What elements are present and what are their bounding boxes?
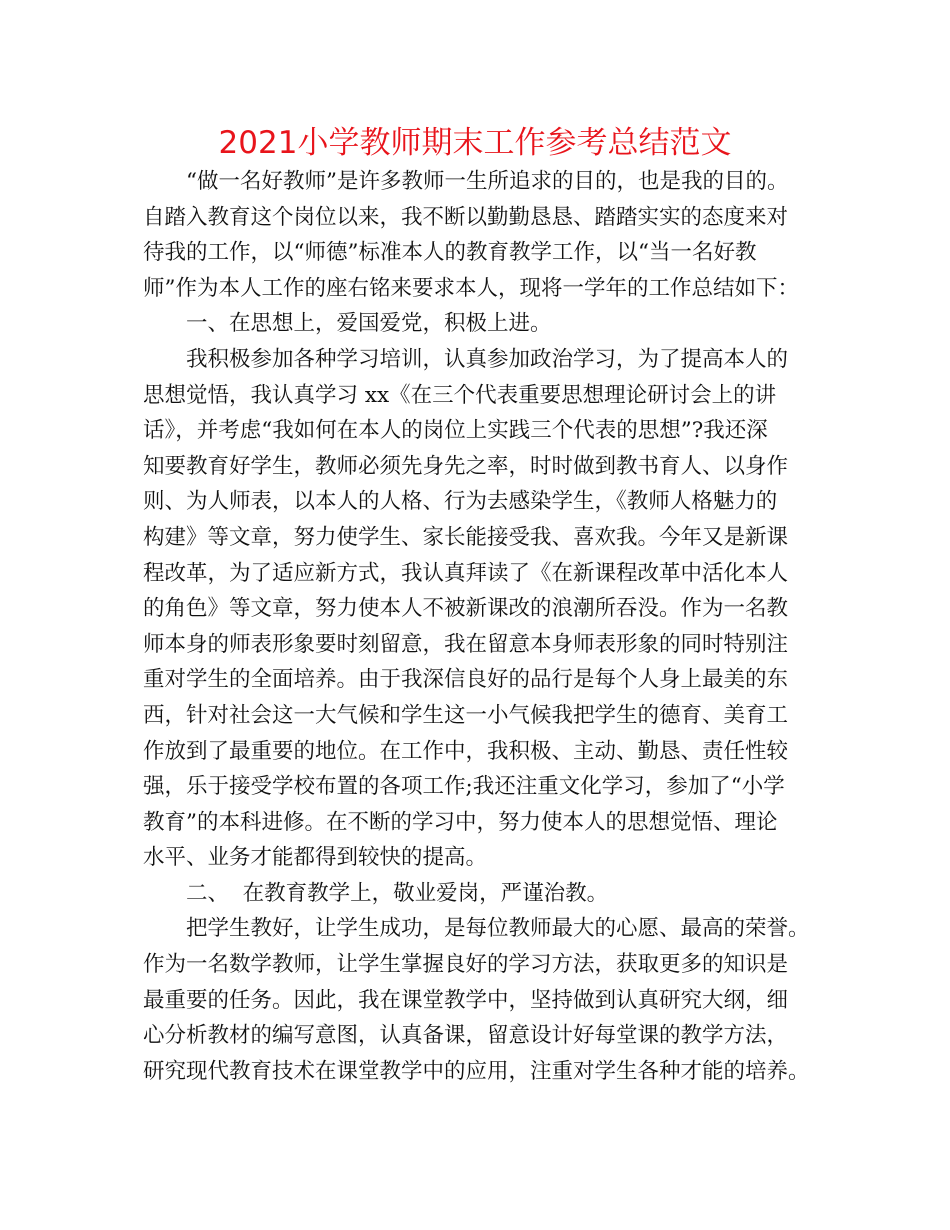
paragraph-line: 作为一名数学教师，让学生掌握良好的学习方法，获取更多的知识是: [143, 952, 789, 978]
paragraph-line: 我积极参加各种学习培训，认真参加政治学习，为了提高本人的: [186, 346, 789, 372]
paragraph-line: 强，乐于接受学校布置的各项工作;我还注重文化学习，参加了“小学: [143, 774, 785, 800]
paragraph-line: 思想觉悟，我认真学习 xx《在三个代表重要思想理论研讨会上的讲: [143, 382, 777, 408]
paragraph-line: 自踏入教育这个岗位以来，我不断以勤勤恳恳、踏踏实实的态度来对: [143, 204, 789, 230]
paragraph-line: “做一名好教师”是许多教师一生所追求的目的，也是我的目的。: [186, 169, 789, 194]
paragraph-line: 师”作为本人工作的座右铭来要求本人，现将一学年的工作总结如下：: [143, 275, 799, 301]
paragraph-line: 待我的工作，以“师德”标准本人的教育教学工作，以“当一名好教: [143, 240, 757, 266]
paragraph-line: 心分析教材的编写意图，认真备课，留意设计好每堂课的教学方法，: [143, 1023, 789, 1049]
paragraph-line: 作放到了最重要的地位。在工作中，我积极、主动、勤恳、责任性较: [143, 738, 789, 764]
paragraph-line: 则、为人师表，以本人的人格、行为去感染学生，《教师人格魅力的: [143, 489, 778, 515]
paragraph-line: 构建》等文章，努力使学生、家长能接受我、喜欢我。今年又是新课: [143, 524, 789, 550]
paragraph-line: 师本身的师表形象要时刻留意，我在留意本身师表形象的同时特别注: [143, 631, 789, 657]
paragraph-line: 程改革，为了适应新方式，我认真拜读了《在新课程改革中活化本人: [143, 560, 789, 586]
section-heading: 一、在思想上，爱国爱党，积极上进。: [186, 311, 552, 337]
paragraph-line: 知要教育好学生，教师必须先身先之率，时时做到教书育人、以身作: [143, 453, 789, 479]
paragraph-line: 话》，并考虑“我如何在本人的岗位上实践三个代表的思想”?我还深: [143, 418, 768, 444]
paragraph-line: 西，针对社会这一大气候和学生这一小气候我把学生的德育、美育工: [143, 702, 789, 728]
paragraph-line: 水平、业务才能都得到较快的提高。: [143, 845, 488, 871]
paragraph-line: 把学生教好，让学生成功，是每位教师最大的心愿、最高的荣誉。: [186, 916, 810, 942]
paragraph-line: 教育”的本科进修。在不断的学习中，努力使本人的思想觉悟、理论: [143, 809, 778, 835]
section-heading: 二、 在教育教学上，敬业爱岗，严谨治教。: [186, 880, 609, 906]
paragraph-line: 最重要的任务。因此，我在课堂教学中，坚持做到认真研究大纲，细: [143, 987, 789, 1013]
paragraph-line: 的角色》等文章，努力使本人不被新课改的浪潮所吞没。作为一名教: [143, 596, 789, 622]
paragraph-line: 研究现代教育技术在课堂教学中的应用，注重对学生各种才能的培养。: [143, 1058, 810, 1084]
document-body: [143, 164, 823, 1089]
paragraph-line: 重对学生的全面培养。由于我深信良好的品行是每个人身上最美的东: [143, 667, 789, 693]
document-title: 2021小学教师期末工作参考总结范文: [218, 125, 732, 161]
